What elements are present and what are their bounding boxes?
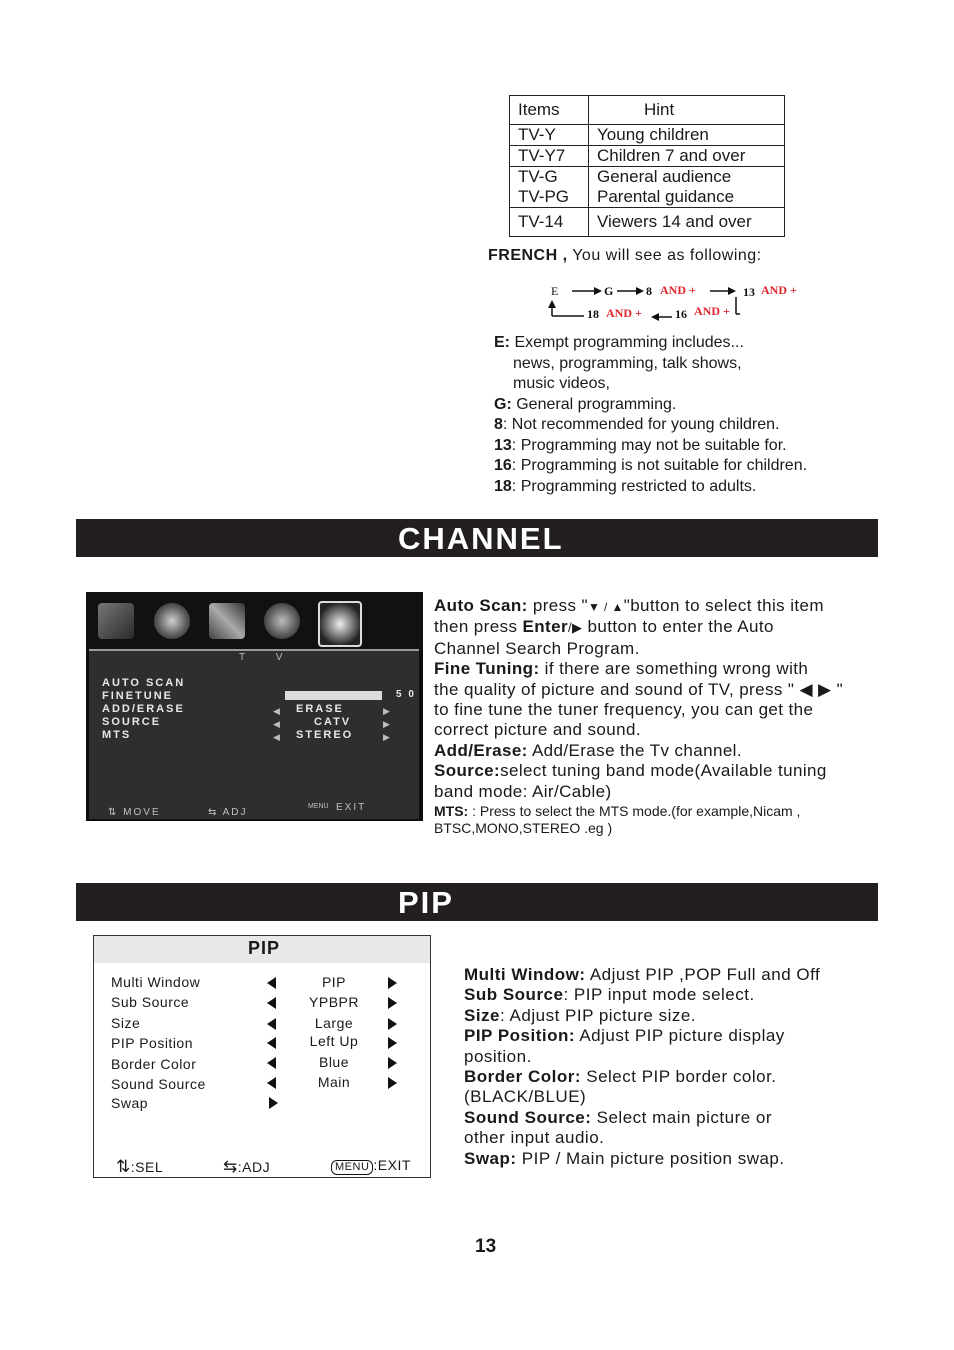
swap-label: Swap: xyxy=(464,1148,517,1168)
pip-osd-title: PIP xyxy=(248,938,281,958)
table-cell-item: TV-PG xyxy=(510,187,589,208)
flow-arrowhead xyxy=(636,287,644,295)
flow-18: 18 xyxy=(587,307,599,321)
table-header-hint: Hint xyxy=(589,96,785,125)
rating-13-label: 13 xyxy=(494,436,512,454)
multi-window-label: Multi Window: xyxy=(464,965,586,984)
down-up-icon: ▼ / ▲ xyxy=(588,600,624,614)
menu-key-icon: MENU xyxy=(331,1160,373,1175)
channel-icon xyxy=(318,601,362,647)
arrow-left-icon: ◀ xyxy=(273,732,280,742)
arrow-right-icon xyxy=(269,1097,278,1109)
tv-footer-menu: MENU xyxy=(308,803,329,810)
table-row xyxy=(510,208,785,237)
arrow-right-icon xyxy=(388,1057,397,1069)
ratings-description xyxy=(494,333,934,497)
table-cell-hint: Young children xyxy=(589,125,785,146)
rating-table xyxy=(509,95,785,237)
tv-menu-panel xyxy=(89,649,419,819)
fine-tuning-label: Fine Tuning: xyxy=(434,659,540,679)
pip-row-value: Blue xyxy=(318,1054,350,1070)
rating-18-text: : Programming restricted to adults. xyxy=(511,477,757,495)
play-icon: /▶ xyxy=(567,620,583,636)
pip-row-value: Large xyxy=(314,1015,354,1031)
table-header-items: Items xyxy=(510,96,589,125)
french-label: FRENCH , xyxy=(488,247,568,264)
arrow-right-icon xyxy=(388,1018,397,1030)
pip-footer-adj: ⇆:ADJ xyxy=(223,1157,271,1176)
rating-8-label: 8 xyxy=(494,416,503,433)
pip-row-label: Swap xyxy=(111,1095,149,1111)
source-label: Source: xyxy=(434,761,501,781)
mts-label: MTS: xyxy=(434,803,469,820)
tv-channel-menu-photo xyxy=(86,592,423,821)
page-number: 13 xyxy=(475,1236,497,1257)
g-text: General programming. xyxy=(516,395,677,413)
rating-16-label: 16 xyxy=(494,457,512,474)
finetune-value: 5 0 xyxy=(396,689,416,700)
pip-row-label: Multi Window xyxy=(111,974,201,990)
arrow-right-icon: ▶ xyxy=(383,732,390,742)
pip-osd-titlebar xyxy=(94,936,430,963)
arrow-right-icon: ▶ xyxy=(383,719,390,729)
border-color-label: Border Color: xyxy=(464,1067,581,1087)
picture-icon xyxy=(98,603,134,639)
tv-footer-adj: ⇆ ADJ xyxy=(208,807,248,818)
table-cell-hint: Parental guidance xyxy=(589,187,785,208)
tv-option-mts: MTS xyxy=(102,729,132,741)
flow-arrowhead xyxy=(728,287,736,295)
arrow-right-icon xyxy=(388,977,397,989)
flow-arrowhead xyxy=(594,287,602,295)
pip-row-value: YPBPR xyxy=(309,994,359,1010)
arrow-left-icon: ◀ xyxy=(273,719,280,729)
size-label: Size xyxy=(464,1005,501,1025)
flow-e: E xyxy=(551,284,559,298)
tv-footer-move: ⇅ MOVE xyxy=(108,807,161,818)
e-label: E: xyxy=(494,334,510,351)
flow-and-3: AND + xyxy=(606,306,642,320)
pip-row-label: Sub Source xyxy=(111,994,190,1010)
channel-description: Auto Scan: press "▼ / ▲"button to select this item then press Enter/▶ button to enter the Auto Channel Search Program. Fine Tuning: if there are something wrong with the quality of picture and sound of TV, press " ◀ ▶ " to fine tune the tuner frequency, you can get the correct picture and sound. Add/Erase: Add/Erase the Tv channel. Source:select tuning band mode(Available tuning band mode: Air/Cable) MTS: : Press to select the MTS mode.(for example,Nicam , BTSC,MONO,STEREO .eg ) xyxy=(434,596,844,837)
e-text: Exempt programming includes... xyxy=(514,334,744,351)
sound-icon xyxy=(154,603,190,639)
pip-row-value: PIP xyxy=(321,974,347,990)
rating-8-text: : Not recommended for young children. xyxy=(502,416,780,433)
channel-section-title: CHANNEL xyxy=(398,521,564,556)
table-cell-hint: Viewers 14 and over xyxy=(597,212,752,231)
pip-osd-menu xyxy=(93,935,431,1178)
tv-menu-title: T V xyxy=(239,652,297,663)
sound-source-label: Sound Source: xyxy=(464,1107,592,1127)
rating-16-text: : Programming is not suitable for children. xyxy=(511,457,808,474)
flow-and-4: AND + xyxy=(694,304,730,318)
table-cell-item: TV-Y7 xyxy=(510,146,589,167)
french-rating-flow xyxy=(540,278,820,328)
pip-row-label: Sound Source xyxy=(111,1076,206,1092)
table-cell-hint: General audience xyxy=(597,167,732,186)
arrow-left-icon xyxy=(267,997,276,1009)
table-cell-item: TV-Y xyxy=(510,125,589,146)
rating-13-text: : Programming may not be suitable for. xyxy=(511,436,787,454)
tv-option-add-erase: ADD/ERASE xyxy=(102,703,185,715)
pip-footer-sel: ⇅:SEL xyxy=(116,1157,164,1176)
table-row xyxy=(510,146,785,167)
menu-icon-strip xyxy=(86,592,423,650)
e-text-line3: music videos, xyxy=(513,375,610,392)
pip-row-value: Main xyxy=(317,1074,351,1090)
pip-row-label: PIP Position xyxy=(111,1035,194,1051)
setup-icon xyxy=(264,603,300,639)
french-text: You will see as following: xyxy=(572,247,762,264)
pip-row-label: Size xyxy=(111,1015,141,1031)
arrow-right-icon xyxy=(388,1037,397,1049)
flow-13: 13 xyxy=(743,285,755,299)
arrow-right-icon xyxy=(388,1077,397,1089)
pip-position-label: PIP Position: xyxy=(464,1026,576,1046)
arrow-left-icon xyxy=(267,977,276,989)
add-erase-label: Add/Erase: xyxy=(434,740,528,760)
g-label: G: xyxy=(494,395,512,413)
add-erase-value: ERASE xyxy=(296,703,344,715)
tv-option-source: SOURCE xyxy=(102,716,162,728)
finetune-bar xyxy=(285,691,382,700)
table-cell-hint: Children 7 and over xyxy=(589,146,785,167)
arrow-left-icon xyxy=(267,1037,276,1049)
flow-and-2: AND + xyxy=(761,283,797,297)
sub-source-label: Sub Source xyxy=(464,985,564,1005)
pip-row-value: Left Up xyxy=(309,1033,359,1049)
arrow-right-icon: ▶ xyxy=(383,706,390,716)
channel-section-header xyxy=(76,519,878,557)
french-intro xyxy=(488,247,762,265)
table-cell-item: TV-14 xyxy=(510,208,589,237)
arrow-left-icon: ◀ xyxy=(273,706,280,716)
source-value: CATV xyxy=(314,716,352,728)
e-text-line2: news, programming, talk shows, xyxy=(513,354,742,372)
left-right-arrows-icon: ⇆ xyxy=(223,1157,238,1176)
enter-label: Enter xyxy=(522,617,568,637)
auto-scan-label: Auto Scan: xyxy=(434,596,528,615)
arrow-left-icon xyxy=(267,1057,276,1069)
tv-option-finetune: FINETUNE xyxy=(102,690,173,702)
pip-description: Multi Window: Adjust PIP ,POP Full and Off Sub Source: PIP input mode select. Size: Adjust PIP picture size. PIP Position: Adjust PIP picture display position. Border Color: Select PIP border color. (BLACK/BLUE) Sound Source: Select main picture or other input audio. Swap: PIP / Main picture position swap. xyxy=(464,965,821,1168)
flow-g: G xyxy=(604,284,614,298)
table-cell-item: TV-G xyxy=(510,167,589,188)
table-row xyxy=(510,125,785,146)
tv-option-auto-scan: AUTO SCAN xyxy=(102,677,186,689)
flow-8: 8 xyxy=(646,284,652,298)
rating-18-label: 18 xyxy=(494,477,512,495)
flow-and-1: AND + xyxy=(660,283,696,297)
pip-row-label: Border Color xyxy=(111,1056,197,1072)
arrow-left-icon xyxy=(267,1018,276,1030)
clock-icon xyxy=(209,603,245,639)
table-row xyxy=(510,167,785,188)
flow-arrowhead-left xyxy=(651,313,659,321)
pip-footer-exit: MENU :EXIT xyxy=(331,1157,411,1175)
mts-value: STEREO xyxy=(296,729,354,741)
arrow-left-icon xyxy=(267,1077,276,1089)
tv-footer-exit: EXIT xyxy=(336,802,367,813)
table-row xyxy=(510,187,785,208)
flow-16: 16 xyxy=(675,307,687,321)
up-down-arrows-icon: ⇅ xyxy=(116,1157,131,1176)
arrow-right-icon xyxy=(388,997,397,1009)
pip-section-title: PIP xyxy=(398,885,454,920)
pip-section-header xyxy=(76,883,878,921)
